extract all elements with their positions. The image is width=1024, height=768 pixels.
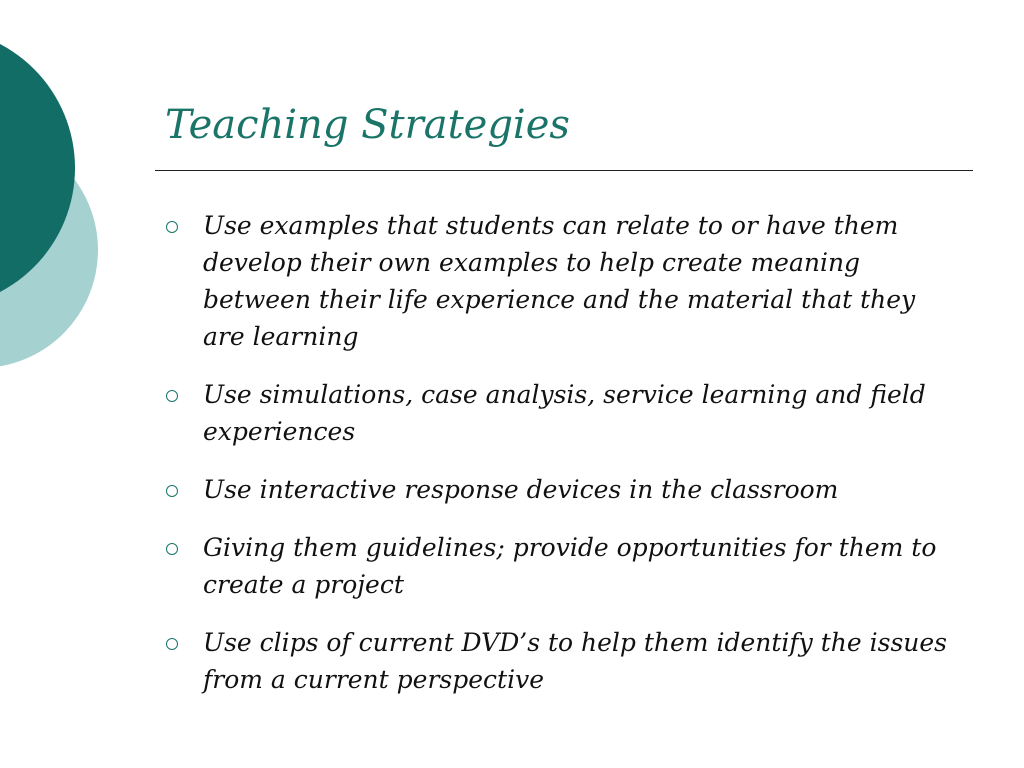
hollow-circle-bullet-icon — [166, 638, 178, 650]
bullet-item — [165, 376, 955, 450]
decorative-circles — [0, 0, 110, 400]
bullet-item — [165, 624, 955, 698]
bullet-item — [165, 207, 955, 355]
bullet-item — [165, 471, 955, 508]
hollow-circle-bullet-icon — [166, 221, 178, 233]
slide-title: Teaching Strategies — [165, 102, 570, 148]
hollow-circle-bullet-icon — [166, 485, 178, 497]
bullet-text: Giving them guidelines; provide opportunities for them to create a project — [203, 533, 937, 599]
title-divider — [155, 170, 973, 171]
bullet-list — [165, 207, 955, 719]
bullet-item — [165, 529, 955, 603]
bullet-text: Use simulations, case analysis, service learning and field experiences — [203, 380, 926, 446]
bullet-text: Use clips of current DVD’s to help them identify the issues from a current perspective — [203, 628, 947, 694]
hollow-circle-bullet-icon — [166, 390, 178, 402]
bullet-text: Use interactive response devices in the classroom — [203, 475, 839, 504]
hollow-circle-bullet-icon — [166, 543, 178, 555]
bullet-text: Use examples that students can relate to or have them develop their own examples to help create meaning between their life experience and the material that they are learning — [203, 211, 916, 351]
